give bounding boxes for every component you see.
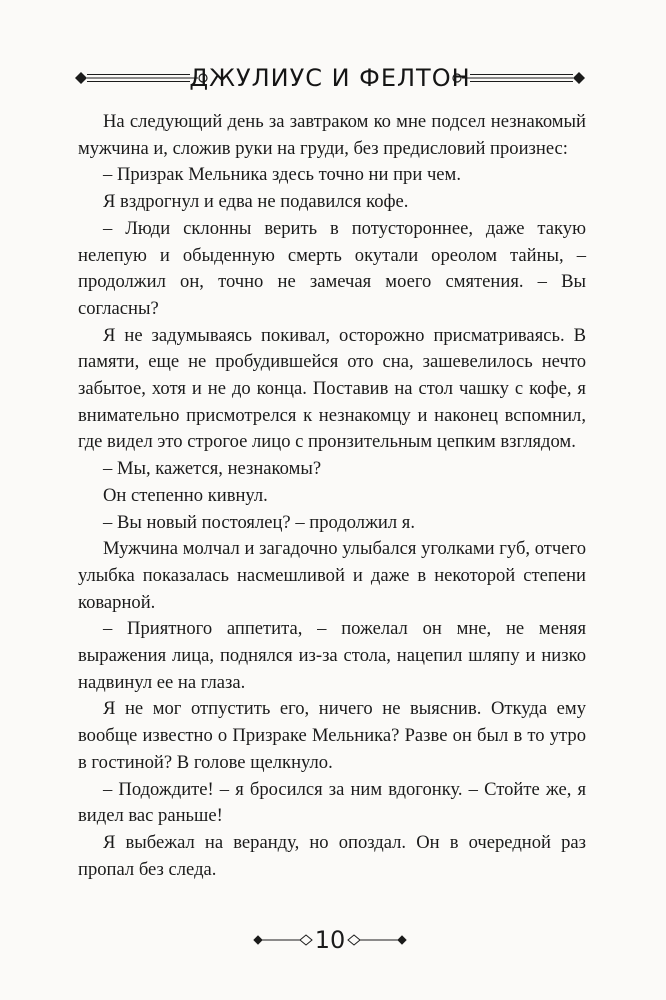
paragraph: Я не мог отпустить его, ничего не выяснив. Откуда ему вообще известно о Призраке Мельника? Разве он был в то утро в гостиной? В голове щелкнуло. xyxy=(78,698,586,773)
paragraph: Я выбежал на веранду, но опоздал. Он в очередной раз пропал без следа. xyxy=(78,831,586,880)
page-footer xyxy=(250,920,410,960)
paragraph: – Подождите! – я бросился за ним вдогонку. – Стойте же, я видел вас раньше! xyxy=(78,778,586,827)
paragraph: Я вздрогнул и едва не подавился кофе. xyxy=(103,191,409,213)
paragraph: – Вы новый постоялец? – продолжил я. xyxy=(103,511,415,533)
paragraph: Он степенно кивнул. xyxy=(103,484,268,506)
running-title: ДЖУЛИУС И ФЕЛТОН xyxy=(189,64,471,92)
running-header xyxy=(75,60,585,96)
paragraph: Мужчина молчал и загадочно улыбался уголками губ, отчего улыбка показалась насмешливой и даже в некоторой степени коварной. xyxy=(78,538,586,613)
paragraph: Я не задумываясь покивал, осторожно присматриваясь. В памяти, еще не пробудившейся ото сна, зашевелилось нечто забытое, хотя и не до конца. Поставив на стол чашку с кофе, я внимательно присмотрелся к незнакомцу и наконец вспомнил, где видел это строгое лицо с пронзительным цепким взглядом. xyxy=(78,324,586,453)
body-text xyxy=(78,109,586,883)
paragraph: – Мы, кажется, незнакомы? xyxy=(103,458,322,480)
paragraph: – Люди склонны верить в потустороннее, даже такую нелепую и обыденную смерть окутали ореолом тайны, – продолжил он, точно не замечая моего смятения. – Вы согласны? xyxy=(78,217,586,319)
paragraph: – Призрак Мельника здесь точно ни при чем. xyxy=(103,164,461,186)
paragraph: На следующий день за завтраком ко мне подсел незнакомый мужчина и, сложив руки на груди, без предисловий произнес: xyxy=(78,111,586,159)
paragraph: – Приятного аппетита, – пожелал он мне, не меняя выражения лица, поднялся из-за стола, нацепил шляпу и низко надвинул ее на глаза. xyxy=(78,618,586,693)
page-number: 10 xyxy=(314,926,346,954)
